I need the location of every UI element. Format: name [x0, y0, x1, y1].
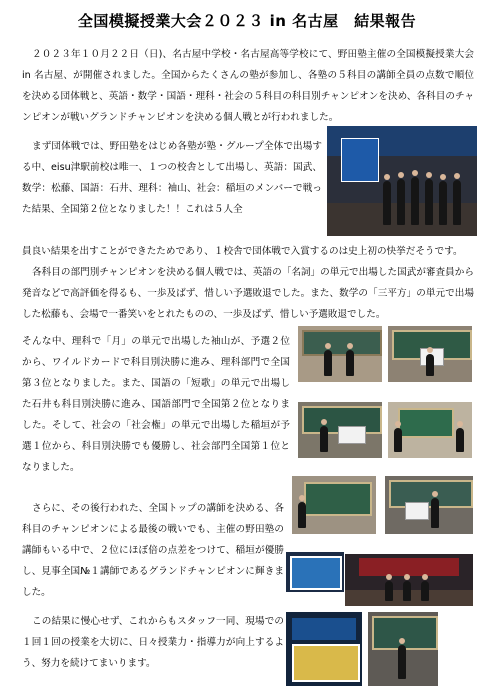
closing-paragraph: この結果に慢心せず、これからもスタッフ一同、現場での１回１回の授業を大切に、日々授業力・指導力が向上するよう、努力を続けてまいります。 [22, 616, 284, 669]
award-hall-photo [345, 554, 473, 606]
subject-final-paragraph: そんな中、理科で「月」の単元で出場した袖山が、予選２位から、ワイルドカードで科目別決勝に進み、理科部門で全国第３位となりました。また、国語の「短歌」の単元で出場した石井も科目別決勝に進み、国語部門で全国第２位となりました。そして、社会の「社会権」の単元で出場した稲垣が予選１位から、科目別決勝でも優勝し、社会部門全国第１位となりました。 [22, 336, 290, 473]
grand-champion-paragraph: さらに、その後行われた、全国トップの講師を決める、各科目のチャンピオンによる最後の戦いでも、主催の野田塾の講師もいる中で、２位にほぼ倍の点差をつけて、稲垣が優勝し、見事全国№１講師であるグランドチャンピオンに輝きました。 [22, 503, 284, 598]
champion-portrait-photo [368, 612, 438, 686]
certificate-holder-photo-1 [388, 326, 472, 382]
board-talk-photo [292, 476, 376, 534]
score-display-photo [286, 552, 344, 592]
award-handover-photo [298, 326, 382, 382]
intro-paragraph: ２０２３年１０月２２日（日)、名古屋中学校・名古屋高等学校にて、野田塾主催の全国模擬授業大会 in 名古屋、が開催されました。全国からたくさんの塾が参加し、各塾の５科目の講師全員の点数で順位を決める団体戦と、英語・数学・国語・理科・社会の５科目の科目別チャンピオンを決め、各科目のチャンピオンが戦いグランドチャンピオンを決める個人戦とが行われました。 [22, 49, 474, 123]
lecture-photo [388, 402, 472, 458]
certificate-holder-photo-2 [298, 402, 382, 458]
individual-prelim-paragraph: 各科目の部門別チャンピオンを決める個人戦では、英語の「名詞」の単元で出場した国武が審査員から発音などで高評価を得るも、一歩及ばず、惜しい予選敗退でした。また、数学の「三平方」の単元で出場した松藤も、会場で一番笑いをとれたものの、一歩及ばず、惜しい予選敗退でした。 [22, 267, 474, 320]
winner-sign-photo [385, 476, 473, 534]
grand-champion-score-photo [286, 612, 362, 686]
team-award-photo [327, 126, 477, 236]
team-result-paragraph-continued: 員良い結果を出すことができたためであり、１校舎で団体戦で入賞するのは史上初の快挙だそうです。 [22, 246, 463, 257]
page-title: 全国模擬授業大会２０２３ in 名古屋 結果報告 [77, 12, 417, 30]
team-result-paragraph: まず団体戦では、野田塾をはじめ各塾が塾・グループ全体で出場する中、eisu津駅前校は唯一、１つの校舎として出場し、英語：国武、数学：松藤、国語：石井、理科：袖山、社会：稲垣のメンバーで戦った結果、全国第２位となりました！！これは５人全 [22, 141, 322, 215]
